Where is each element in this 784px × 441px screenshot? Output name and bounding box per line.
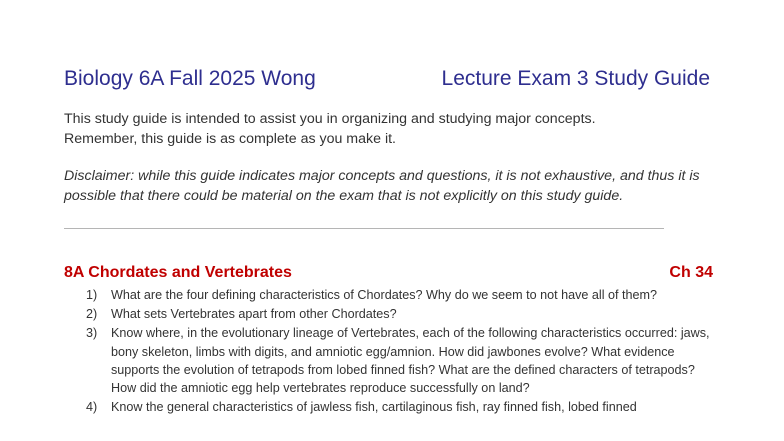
section-title: 8A Chordates and Vertebrates [64,264,292,281]
question-text: What sets Vertebrates apart from other Chordates? [111,307,397,322]
intro-paragraph [64,109,704,149]
page-header [64,64,710,94]
question-item [86,324,716,397]
question-item [86,398,716,416]
question-text: What are the four defining characteristics of Chordates? Why do we seem to not have all of them? [111,288,658,302]
intro-line-1: This study guide is intended to assist you in organizing and studying major concepts. [64,111,596,127]
divider-line [64,228,664,229]
question-number: 1) [86,288,98,302]
course-name: Biology 6A Fall 2025 Wong [64,67,316,90]
section-chapter: Ch 34 [669,264,713,281]
question-number: 2) [86,307,98,322]
question-item [86,305,716,323]
question-text: Know the general characteristics of jawless fish, cartilaginous fish, ray finned fish, lobed finned [111,400,637,415]
question-list [86,286,716,417]
question-text: Know where, in the evolutionary lineage of Vertebrates, each of the following characteristics occurred: jaws, bony skeleton, limbs with digits, and amniotic egg/amnion. How did jawbones evolve? What evidence supports the evolution of tetrapods from lobed finned fish? What are the defined characters of tetrapods? How did the amniotic egg help vertebrates reproduce successfully on land? [111,326,710,396]
question-number: 3) [86,326,98,341]
question-number: 4) [86,400,98,415]
question-item [86,286,716,304]
document-title: Lecture Exam 3 Study Guide [441,67,710,90]
section-heading [64,262,713,284]
disclaimer-text: Disclaimer: while this guide indicates major concepts and questions, it is not exhaustive, and thus it is possible that there could be material on the exam that is not explicitly on this study guide. [64,168,700,204]
intro-line-2: Remember, this guide is as complete as you make it. [64,131,396,147]
